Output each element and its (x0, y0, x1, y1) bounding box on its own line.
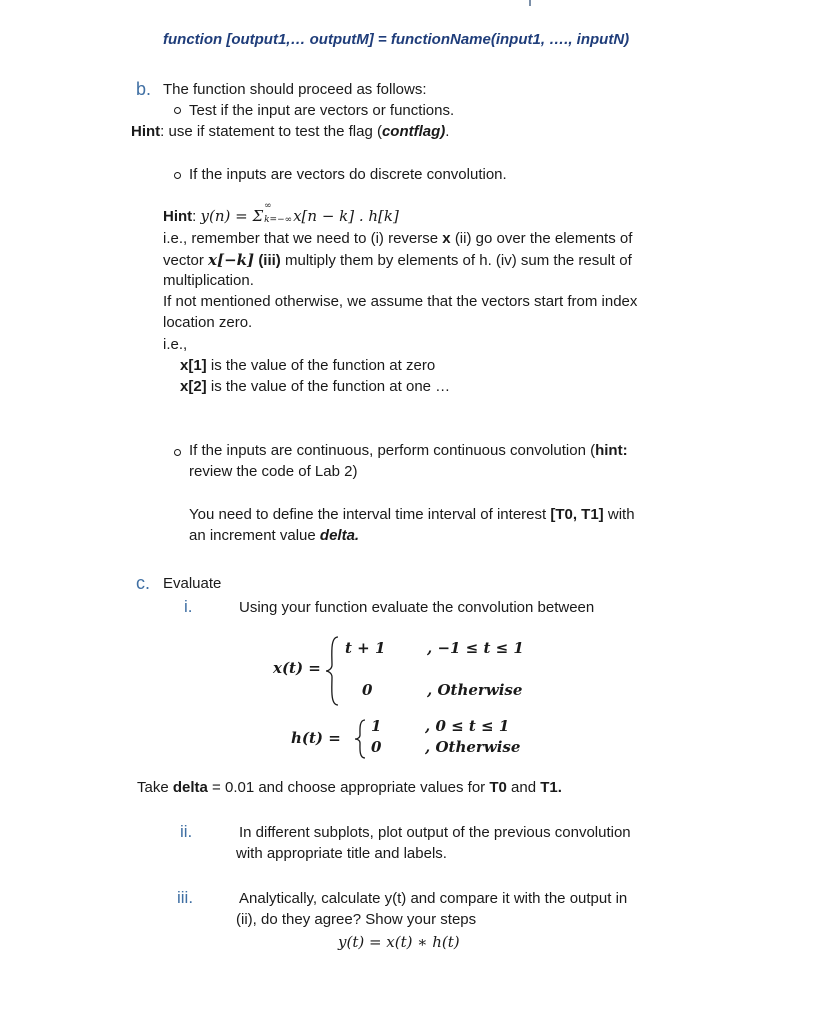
bullet-circle-icon (174, 172, 181, 179)
bullet-1-text: Test if the input are vectors or functions. (189, 102, 455, 119)
bullet-3-line-1: If the inputs are continuous, perform continuous convolution (hint: (189, 442, 628, 459)
h-lhs: h(t) = (291, 729, 341, 747)
h-case2-cond: , Otherwise (425, 738, 521, 756)
x-case2-cond: , Otherwise (427, 681, 523, 699)
h-case2-expr: 0 (371, 738, 382, 756)
hint-2-rhs: x[n − k] . h[k] (293, 207, 399, 225)
hint-1-text: : use if statement to test the flag ( (160, 123, 382, 140)
section-b-intro: The function should proceed as follows: (163, 81, 427, 98)
item-ii-line-1: In different subplots, plot output of the previous convolution (239, 824, 631, 841)
paragraph-1-line-3: multiplication. (163, 272, 254, 289)
h-case1-expr: 1 (371, 717, 382, 735)
hint-2-sigma-lower: k=−∞ (264, 215, 293, 225)
hint-2-sigma-upper: ∞ (264, 201, 272, 211)
x1-line: x[1] is the value of the function at zero (180, 357, 436, 374)
take-delta-line: Take delta = 0.01 and choose appropriate values for T0 and T1. (137, 779, 562, 796)
section-c-letter: c. (136, 573, 151, 593)
hint-2-label: Hint (163, 208, 193, 225)
x-lhs: x(t) = (273, 659, 321, 677)
interval-line-2: an increment value delta. (189, 527, 360, 544)
bullet-2-text: If the inputs are vectors do discrete convolution. (189, 166, 507, 183)
hint-2-lhs: y(n) = (200, 207, 253, 225)
h-brace-icon (354, 718, 368, 760)
paragraph-2-line-1: If not mentioned otherwise, we assume that the vectors start from index (163, 293, 638, 310)
x-brace-icon (324, 635, 342, 707)
bullet-3-line-2: review the code of Lab 2) (189, 463, 358, 480)
hint-1-label: Hint (131, 123, 161, 140)
x-case1-cond: , −1 ≤ t ≤ 1 (427, 639, 524, 657)
x2-line: x[2] is the value of the function at one … (180, 378, 451, 395)
interval-line-1: You need to define the interval time interval of interest [T0, T1] with (189, 506, 635, 523)
item-ii-number: ii. (180, 822, 193, 841)
item-i-number: i. (184, 597, 193, 616)
paragraph-2-line-2: location zero. (163, 314, 253, 331)
hint-2-sigma: Σ (252, 207, 264, 225)
section-b-letter: b. (136, 79, 152, 99)
h-case1-cond: , 0 ≤ t ≤ 1 (425, 717, 510, 735)
x-case1-expr: t + 1 (345, 639, 386, 657)
bullet-circle-icon (174, 107, 181, 114)
item-iii-line-1: Analytically, calculate y(t) and compare it with the output in (239, 890, 628, 907)
item-i-text: Using your function evaluate the convolution between (239, 599, 595, 616)
hint-1 (131, 123, 449, 140)
final-formula: y(t) = x(t) ∗ h(t) (338, 933, 460, 951)
hint-1-flag: contflag) (381, 123, 446, 140)
hint-1-end: . (445, 123, 450, 140)
paragraph-1-line-1: i.e., remember that we need to (i) reverse x (ii) go over the elements of (163, 230, 633, 247)
hint-2-formula: Hint: y(n) = Σ ∞ k=−∞ x[n − k] . h[k] (163, 201, 399, 225)
item-ii-line-2: with appropriate title and labels. (236, 845, 447, 862)
x-case2-expr: 0 (362, 681, 373, 699)
paragraph-3-ie: i.e., (163, 336, 188, 353)
page-top-marker (529, 0, 531, 6)
item-iii-line-2: (ii), do they agree? Show your steps (236, 911, 477, 928)
paragraph-1-line-2: vector x[−k] (iii) multiply them by elements of h. (iv) sum the result of (163, 251, 632, 269)
bullet-circle-icon (174, 449, 181, 456)
function-signature: function [output1,… outputM] = functionName(input1, …., inputN) (163, 31, 630, 48)
section-c-title: Evaluate (163, 575, 222, 592)
item-iii-number: iii. (177, 888, 194, 907)
